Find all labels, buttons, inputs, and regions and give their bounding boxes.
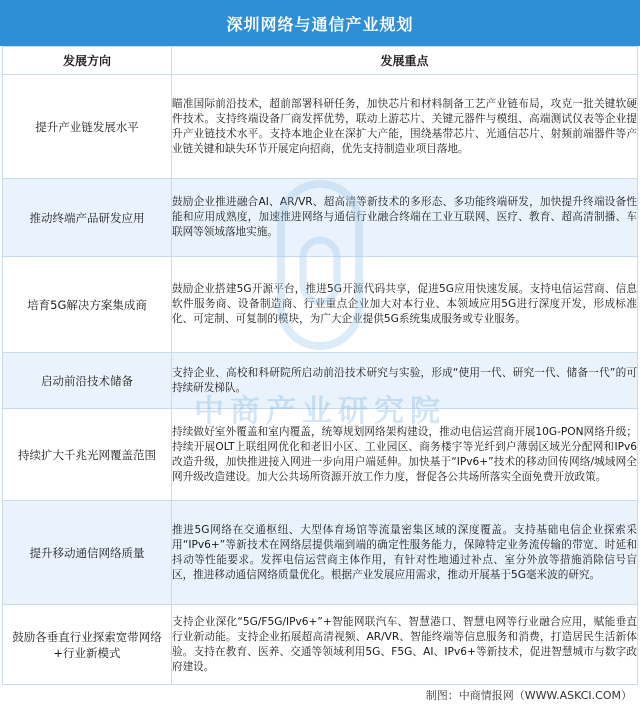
row-focus: 支持企业深化“5G/F5G/IPv6+”+智能网联汽车、智慧港口、智慧电网等行业融合应用，赋能垂直行业新动能。支持企业拓展超高清视频、AR/VR、智能终端等信息服务和消费，打造居民生活新体验。支持在教育、医养、交通等领域利用5G、F5G、AI、IPv6+等新技术，促进智慧城市与数字政府建设。 [172, 605, 638, 685]
source-footer: 制图：中商情报网（WWW.ASKCI.COM） [425, 689, 632, 702]
table-row [3, 257, 638, 353]
plan-table [2, 46, 638, 685]
row-direction: 推动终端产品研发应用 [3, 179, 172, 257]
row-direction: 鼓励各垂直行业探索宽带网络+行业新模式 [3, 605, 172, 685]
row-focus: 支持企业、高校和科研院所启动前沿技术研究与实验，形成“使用一代、研究一代、储备一代”的可持续研发梯队。 [172, 353, 638, 409]
table-row [3, 409, 638, 501]
table-row [3, 605, 638, 685]
row-focus: 推进5G网络在交通枢纽、大型体育场馆等流量密集区域的深度覆盖。支持基础电信企业探索采用“IPv6+”等新技术在网络层提供端到端的确定性服务能力，保障特定业务流传输的带宽、时延和抖动等性能要求。发挥电信运营商主体作用，有针对性地通过补点、室分外放等措施消除信号盲区，推进移动通信网络质量优化。根据产业发展应用需求，推动开展基于5G毫米波的研究。 [172, 501, 638, 605]
row-direction: 启动前沿技术储备 [3, 353, 172, 409]
table-header-row [3, 47, 638, 75]
row-direction: 提升产业链发展水平 [3, 75, 172, 179]
row-focus: 鼓励企业搭建5G开源平台，推进5G开源代码共享，促进5G应用快速发展。支持电信运营商、信息软件服务商、设备制造商、行业重点企业加大对本行业、本领域应用5G进行深度开发，形成标准化、可定制、可复制的模块，为广大企业提供5G系统集成服务或专业服务。 [172, 257, 638, 353]
row-direction: 持续扩大千兆光网覆盖范围 [3, 409, 172, 501]
table-row [3, 75, 638, 179]
row-focus: 鼓励企业推进融合AI、AR/VR、超高清等新技术的多形态、多功能终端研发，加快提升终端设备性能和应用成熟度，加速推进网络与通信行业融合终端在工业互联网、医疗、教育、超高清制播、车联网等领域落地实施。 [172, 179, 638, 257]
row-focus: 持续做好室外覆盖和室内覆盖，统筹规划网络架构建设，推动电信运营商开展10G-PON网络升级；持续开展OLT上联组网优化和老旧小区、工业园区、商务楼宇等光纤到户薄弱区域光分配网和IPv6改造升级，加快推进接入网进一步向用户端延伸。加快基于“IPv6+”技术的移动回传网络/城域网全网升级改造建设。加大公共场所资源开放工作力度，督促各公共场所落实全面免费开放政策。 [172, 409, 638, 501]
header-focus: 发展重点 [172, 47, 638, 75]
row-direction: 培育5G解决方案集成商 [3, 257, 172, 353]
table-row [3, 179, 638, 257]
table-row [3, 353, 638, 409]
page-title: 深圳网络与通信产业规划 [0, 0, 640, 46]
header-direction: 发展方向 [3, 47, 172, 75]
table-row [3, 501, 638, 605]
row-direction: 提升移动通信网络质量 [3, 501, 172, 605]
watermark-text: 中商产业研究院 [194, 394, 446, 429]
row-focus: 瞄准国际前沿技术，超前部署科研任务，加快芯片和材料制备工艺产业链布局，攻克一批关键软硬件技术。支持终端设备厂商发挥优势，联动上游芯片、关键元器件与模组、高端测试仪表等企业提升产业链技术水平。支持本地企业在深扩大产能，围绕基带芯片、光通信芯片、射频前端器件等产业链关键和缺失环节开展定向招商，优先支持制造业项目落地。 [172, 75, 638, 179]
